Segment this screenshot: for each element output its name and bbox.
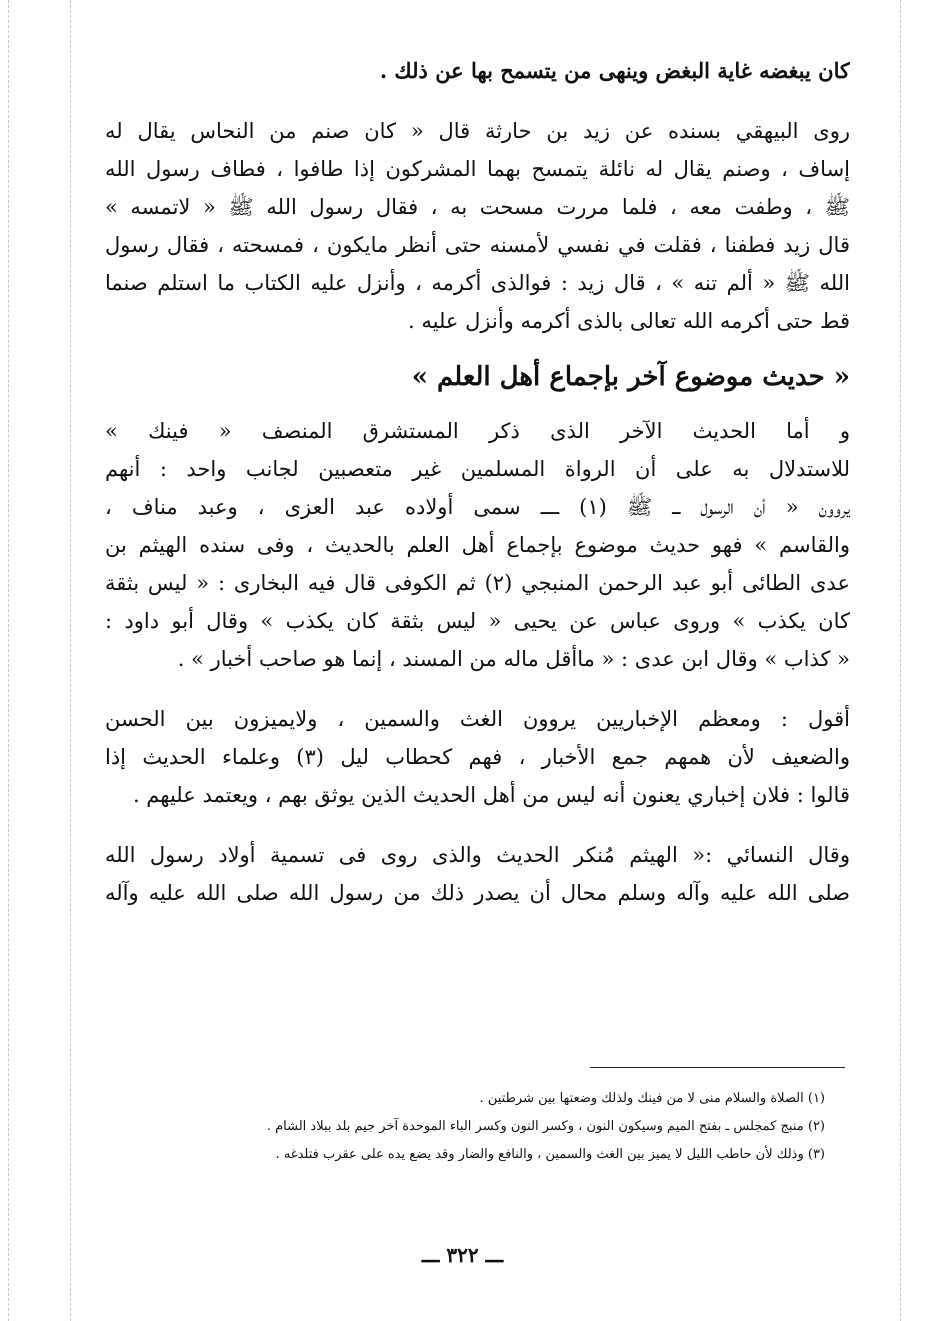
- text-line: والقاسم » فهو حديث موضوع بإجماع أهل العلم بالحديث ، وفى سنده الهيثم بن: [105, 533, 850, 557]
- text-line: أقول : ومعظم الإخباريين يروون الغث والسمين ، ولايميزون بين الحسن: [105, 707, 850, 731]
- page-number: ـــ ٣٢٢ ـــ: [421, 1243, 504, 1267]
- paragraph-4: [105, 700, 850, 814]
- section-heading: « حديث موضوع آخر بإجماع أهل العلم »: [411, 362, 850, 392]
- scan-guide-line: [900, 0, 901, 1321]
- text-line: للاستدلال به على أن الرواة المسلمين غير متعصبين لجانب واحد : أنهم: [105, 457, 850, 481]
- text-line: « كذاب » وقال ابن عدى : « ماأقل ماله من المسند ، إنما هو صاحب أخبار » .: [177, 647, 850, 671]
- footnote-1: (١) الصلاة والسلام منى لا من فينك ولذلك وضعتها بين شرطتين .: [479, 1091, 825, 1106]
- text-line: إساف ، وصنم يقال له نائلة يتمسح بهما المشركون إذا طافوا ، فطاف رسول الله: [105, 157, 850, 181]
- footnote-2: (٢) منبج كمجلس ـ بفتح الميم وسيكون النون ، وكسر النون وكسر الباء الموحدة آخر جيم بلد ببلاد الشام .: [266, 1119, 825, 1134]
- paragraph-1: [105, 52, 850, 90]
- text-line: والضعيف لأن همهم جمع الأخبار ، فهم كحطاب ليل (٣) وعلماء الحديث إذا: [105, 745, 850, 769]
- paragraph-2: [105, 112, 850, 340]
- footnote-separator: [590, 1067, 845, 1068]
- text-line: قالوا : فلان إخباري يعنون أنه ليس من أهل الحديث الذين يوثق بهم ، ويعتمد عليهم .: [132, 783, 850, 807]
- text-line: يروون « أن الرسول ـــ ﷺ (١) ـــ سمى أولاده عبد العزى ، وعبد مناف ،: [105, 495, 850, 519]
- paragraph-3: [105, 412, 850, 678]
- footnotes: [95, 1085, 825, 1169]
- text-line: الله ﷺ « ألم تنه » ، قال زيد : فوالذى أكرمه ، وأنزل عليه الكتاب ما استلم صنما: [105, 271, 850, 295]
- text-line: قال زيد فطفنا ، فقلت في نفسي لأمسنه حتى أنظر مايكون ، فمسحته ، فقال رسول: [105, 233, 850, 257]
- text-line: ﷺ ، وطفت معه ، فلما مررت مسحت به ، فقال رسول الله ﷺ « لاتمسه »: [105, 195, 850, 219]
- text-line: كان يبغضه غاية البغض وينهى من يتسمح بها عن ذلك .: [379, 58, 850, 83]
- text-line: روى البيهقي بسنده عن زيد بن حارثة قال « كان صنم من النحاس يقال له: [105, 119, 850, 143]
- text-line: عدى الطائى أبو عبد الرحمن المنبجي (٢) ثم الكوفى قال فيه البخارى : « ليس بثقة: [105, 571, 850, 595]
- text-line: صلى الله عليه وآله وسلم محال أن يصدر ذلك من رسول الله صلى الله عليه وآله: [105, 881, 850, 905]
- page-body: [105, 52, 850, 934]
- text-line: قط حتى أكرمه الله تعالى بالذى أكرمه وأنزل عليه .: [408, 309, 850, 333]
- scan-guide-line: [8, 0, 9, 1321]
- paragraph-5: [105, 836, 850, 912]
- text-line: وقال النسائي :« الهيثم مُنكر الحديث والذى روى فى تسمية أولاد رسول الله: [105, 843, 850, 867]
- footnote-3: (٣) وذلك لأن حاطب الليل لا يميز بين الغث والسمين ، والنافع والضار وقد يضع يده على عقرب فتلدغه .: [275, 1147, 825, 1162]
- text-line: و أما الحديث الآخر الذى ذكر المستشرق المنصف « فينك »: [105, 419, 850, 443]
- scan-guide-line: [70, 0, 71, 1321]
- text-line: كان يكذب » وروى عباس عن يحيى « ليس بثقة كان يكذب » وقال أبو داود :: [105, 609, 850, 633]
